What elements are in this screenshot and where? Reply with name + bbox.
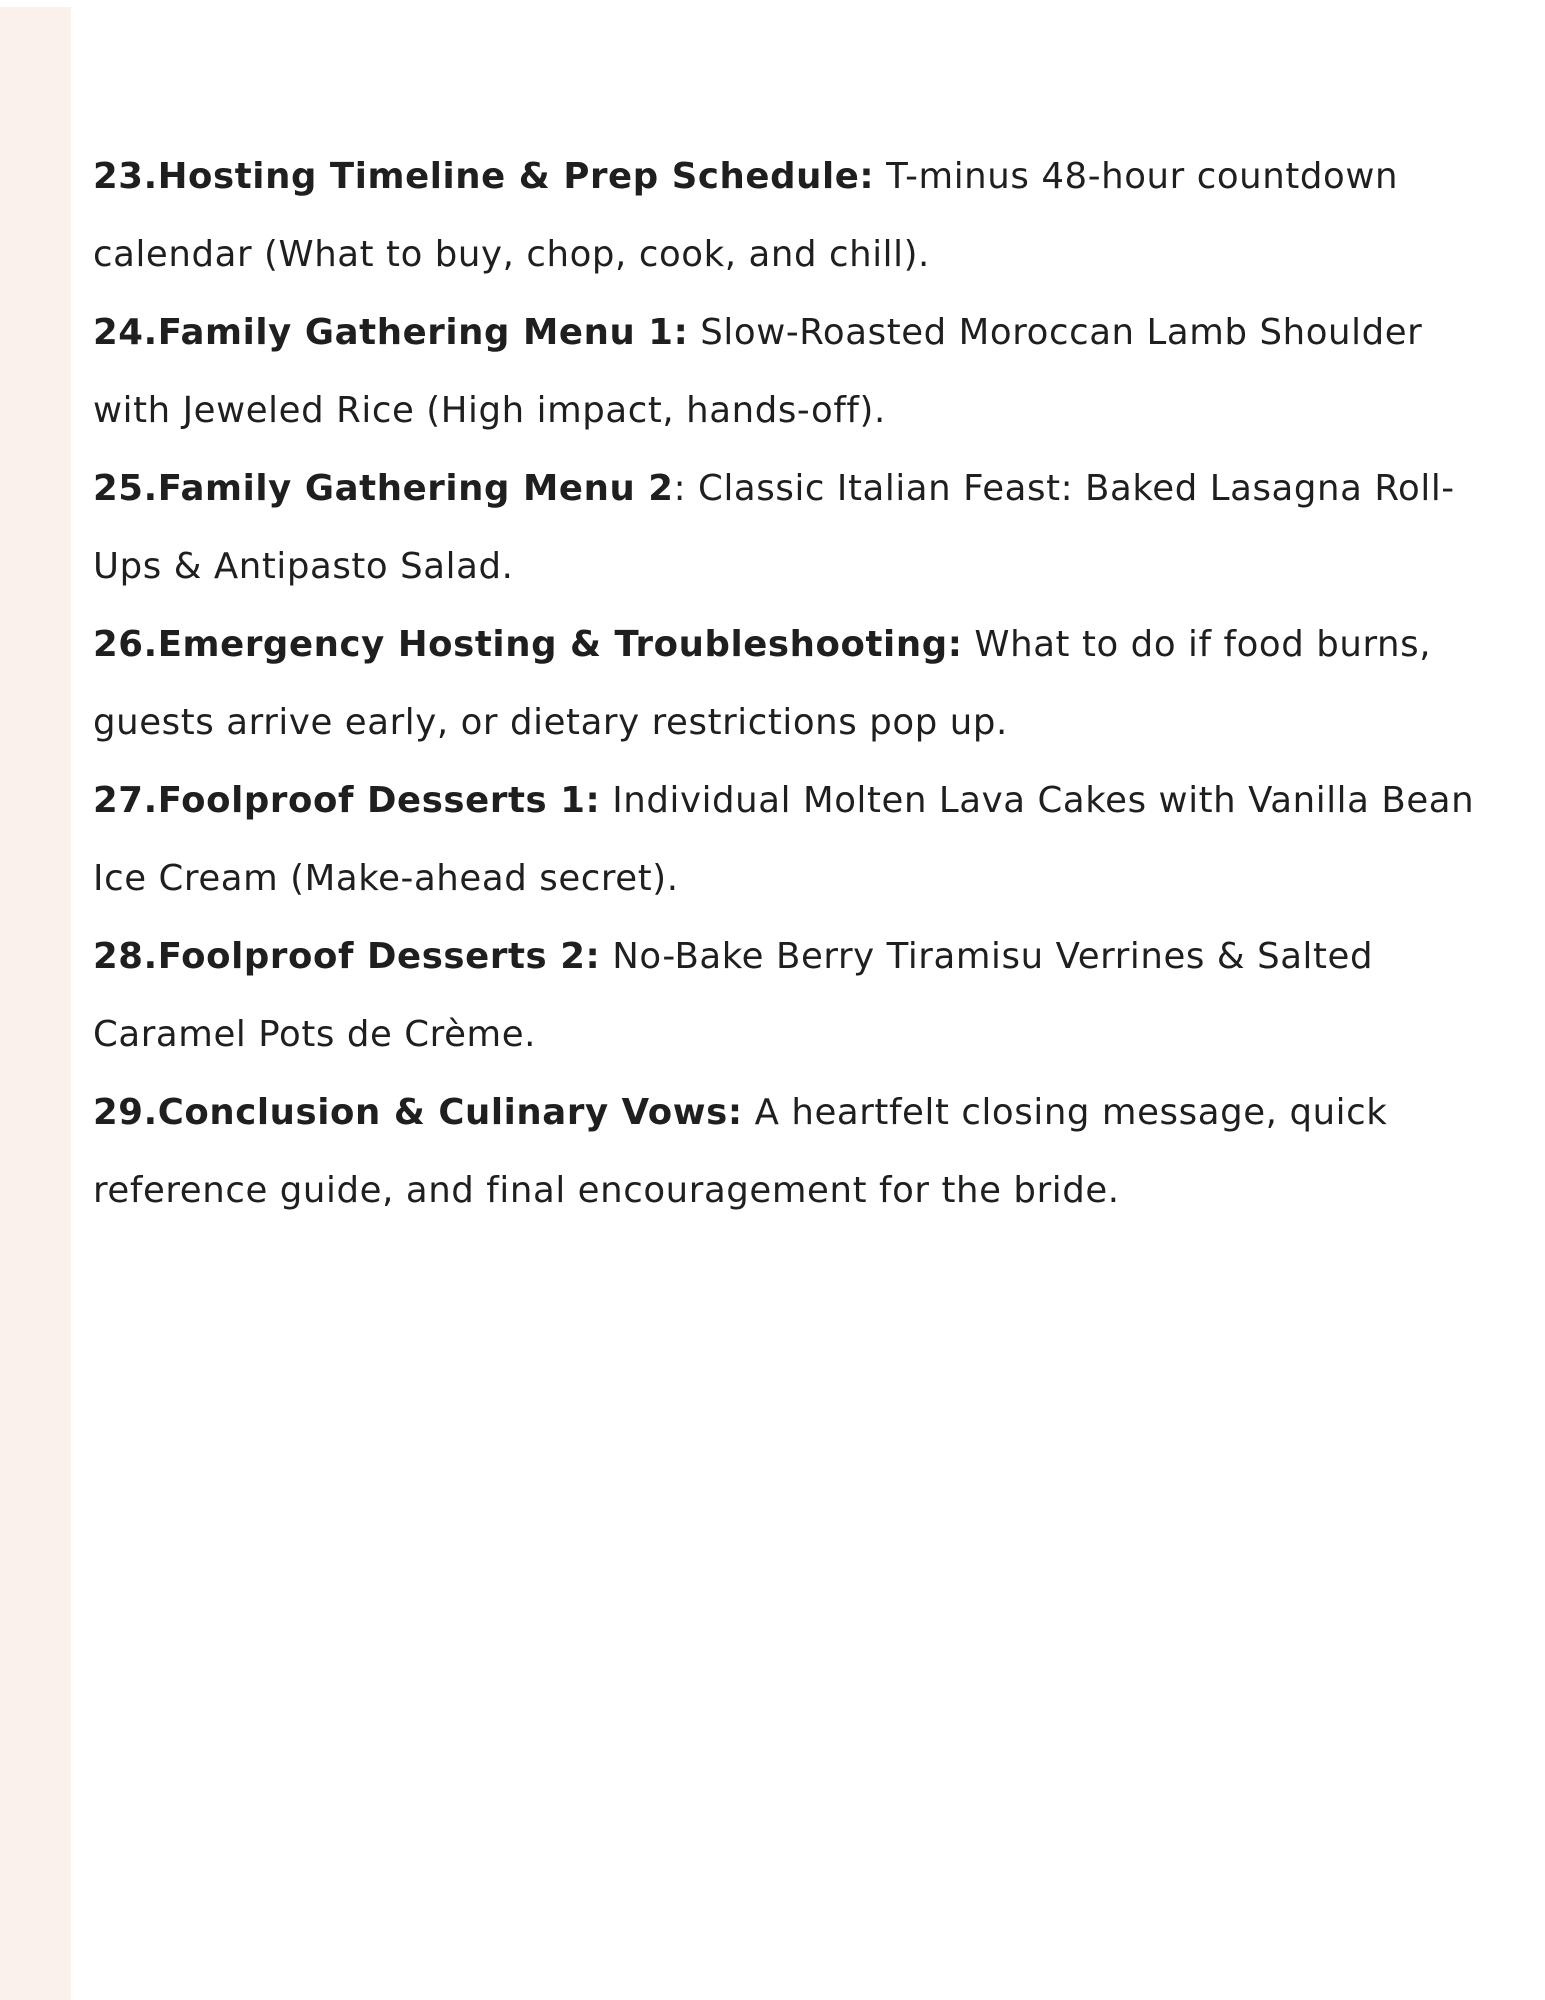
toc-item-23	[93, 138, 1443, 294]
toc-item-28	[93, 918, 1443, 1074]
toc-item-27	[93, 762, 1475, 918]
toc-item-number: 27.	[93, 780, 158, 821]
toc-item-line-1	[93, 1074, 1443, 1152]
toc-item-number: 28.	[93, 936, 158, 977]
toc-item-line-1	[93, 606, 1443, 684]
toc-item-line-1	[93, 138, 1443, 216]
toc-item-number: 24.	[93, 312, 158, 353]
toc-item-description: Slow-Roasted Moroccan Lamb Shoulder	[688, 312, 1423, 353]
toc-item-title: Foolproof Desserts 2:	[157, 936, 601, 977]
toc-item-line-1	[93, 450, 1455, 528]
toc-item-title: Family Gathering Menu 1:	[157, 312, 689, 353]
toc-item-number: 29.	[93, 1092, 158, 1133]
toc-item-number: 25.	[93, 468, 158, 509]
toc-item-line-1	[93, 762, 1475, 840]
toc-item-description: Individual Molten Lava Cakes with Vanilla Bean	[600, 780, 1475, 821]
toc-item-number: 23.	[93, 156, 158, 197]
toc-item-line-1	[93, 294, 1443, 372]
toc-item-title: Family Gathering Menu 2	[157, 468, 674, 509]
toc-item-description: No-Bake Berry Tiramisu Verrines & Salted	[600, 936, 1374, 977]
toc-item-line-2: calendar (What to buy, chop, cook, and chill).	[93, 234, 930, 275]
toc-item-line-2: Ice Cream (Make-ahead secret).	[93, 858, 679, 899]
table-of-contents	[93, 138, 1475, 1230]
toc-item-26	[93, 606, 1443, 762]
toc-item-line-2: reference guide, and final encouragement for the bride.	[93, 1170, 1120, 1211]
toc-item-line-2: Caramel Pots de Crème.	[93, 1014, 537, 1055]
toc-item-description: T-minus 48-hour countdown	[874, 156, 1399, 197]
toc-item-description: A heartfelt closing message, quick	[742, 1092, 1388, 1133]
toc-item-24	[93, 294, 1443, 450]
decorative-side-bar	[0, 7, 71, 2000]
toc-item-title: Emergency Hosting & Troubleshooting:	[157, 624, 963, 665]
toc-item-line-1	[93, 918, 1443, 996]
toc-item-title: Foolproof Desserts 1:	[157, 780, 601, 821]
toc-item-number: 26.	[93, 624, 158, 665]
toc-item-line-2: with Jeweled Rice (High impact, hands-off).	[93, 390, 886, 431]
toc-item-title: Hosting Timeline & Prep Schedule:	[157, 156, 875, 197]
toc-item-line-2: Ups & Antipasto Salad.	[93, 546, 514, 587]
toc-item-description: : Classic Italian Feast: Baked Lasagna Roll-	[673, 468, 1455, 509]
toc-item-29	[93, 1074, 1443, 1230]
toc-item-line-2: guests arrive early, or dietary restrictions pop up.	[93, 702, 1008, 743]
toc-item-description: What to do if food burns,	[962, 624, 1432, 665]
toc-item-title: Conclusion & Culinary Vows:	[157, 1092, 743, 1133]
toc-item-25	[93, 450, 1455, 606]
